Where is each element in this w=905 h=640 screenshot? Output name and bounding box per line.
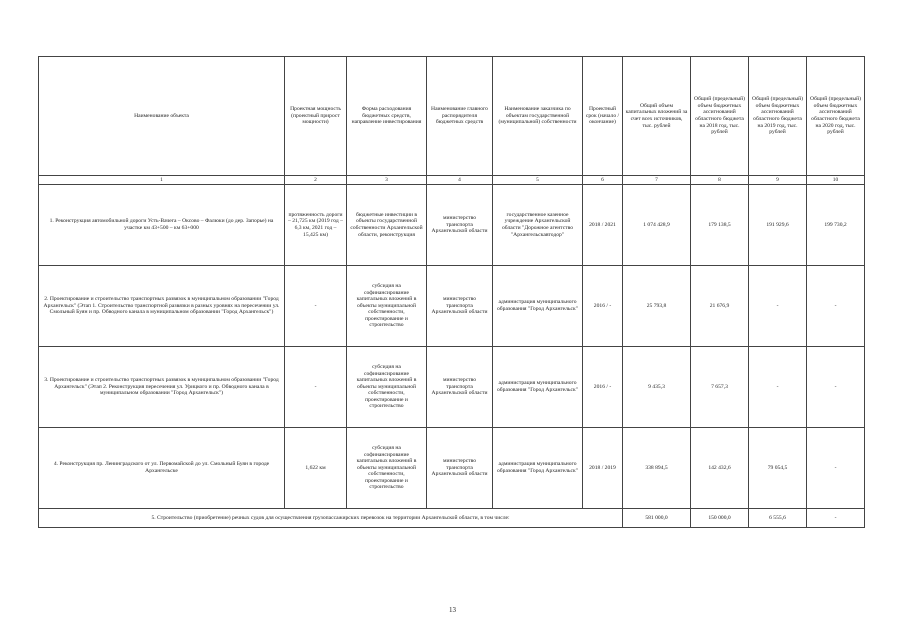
capacity-cell: -	[285, 266, 347, 347]
header-budget-2020: Общий (предельный) объем бюджетных ассигнований областного бюджета на 2020 год, тыс. рублей	[807, 57, 865, 176]
spending-form-cell: бюджетные инвестиции в объекты государственной собственности Архангельской области, реконструкция	[347, 185, 427, 266]
column-number: 10	[807, 176, 865, 185]
budget-manager-cell: министерство транспорта Архангельской области	[427, 266, 493, 347]
column-number-row	[39, 176, 865, 185]
total-investment-cell: 9 435,3	[623, 347, 691, 428]
object-name-cell: 4. Реконструкция пр. Ленинградского от ул. Первомайской до ул. Смольный Буян в городе Архангельске	[39, 428, 285, 509]
column-number: 7	[623, 176, 691, 185]
budget-2019-cell: 79 054,5	[749, 428, 807, 509]
budget-manager-cell: министерство транспорта Архангельской области	[427, 428, 493, 509]
table-row	[39, 347, 865, 428]
capacity-cell: протяженность дороги – 21,725 км (2019 год – 6,3 км, 2021 год – 15,425 км)	[285, 185, 347, 266]
customer-cell: администрация муниципального образования "Город Архангельск"	[493, 266, 583, 347]
object-name-cell: 5. Строительство (приобретение) речных судов для осуществления грузопассажирских перевозок на территории Архангельской области, в том числе:	[39, 509, 623, 528]
total-investment-cell: 581 000,0	[623, 509, 691, 528]
customer-cell: администрация муниципального образования "Город Архангельск"	[493, 428, 583, 509]
total-investment-cell: 338 894,5	[623, 428, 691, 509]
budget-manager-cell: министерство транспорта Архангельской области	[427, 185, 493, 266]
document-page	[38, 56, 864, 528]
budget-2019-cell: 6 555,6	[749, 509, 807, 528]
term-cell: 2018 / 2019	[583, 428, 623, 509]
column-number: 3	[347, 176, 427, 185]
header-capacity: Проектная мощность (проектный прирост мощности)	[285, 57, 347, 176]
column-number: 9	[749, 176, 807, 185]
customer-cell: государственное казенное учреждение Архангельской области "Дорожное агентство "Архангельскавтодор"	[493, 185, 583, 266]
header-budget-manager: Наименование главного распорядителя бюджетных средств	[427, 57, 493, 176]
column-number: 8	[691, 176, 749, 185]
column-number: 2	[285, 176, 347, 185]
investment-table	[38, 56, 865, 528]
column-number: 5	[493, 176, 583, 185]
term-cell: 2018 / 2021	[583, 185, 623, 266]
budget-2020-cell: -	[807, 266, 865, 347]
header-spending-form: Форма расходования бюджетных средств, направление инвестирования	[347, 57, 427, 176]
header-budget-2019: Общий (предельный) объем бюджетных ассигнований областного бюджета на 2019 год, тыс. рублей	[749, 57, 807, 176]
budget-2018-cell: 179 138,5	[691, 185, 749, 266]
spending-form-cell: субсидия на софинансирование капитальных вложений в объекты муниципальной собственности, проектирование и строительство	[347, 428, 427, 509]
header-object-name: Наименование объекта	[39, 57, 285, 176]
spending-form-cell: субсидия на софинансирование капитальных вложений в объекты муниципальной собственности, проектирование и строительство	[347, 266, 427, 347]
customer-cell: администрация муниципального образования "Город Архангельск"	[493, 347, 583, 428]
page-number: 13	[449, 606, 456, 614]
column-number: 4	[427, 176, 493, 185]
total-investment-cell: 25 793,8	[623, 266, 691, 347]
budget-2018-cell: 7 657,3	[691, 347, 749, 428]
total-investment-cell: 1 074 428,9	[623, 185, 691, 266]
budget-2020-cell: -	[807, 509, 865, 528]
budget-2018-cell: 150 000,0	[691, 509, 749, 528]
budget-2019-cell: 191 929,6	[749, 185, 807, 266]
header-row	[39, 57, 865, 176]
budget-2018-cell: 21 676,9	[691, 266, 749, 347]
budget-manager-cell: министерство транспорта Архангельской области	[427, 347, 493, 428]
budget-2020-cell: -	[807, 347, 865, 428]
budget-2020-cell: 199 730,2	[807, 185, 865, 266]
capacity-cell: 1,622 км	[285, 428, 347, 509]
table-row	[39, 428, 865, 509]
table-row-total	[39, 509, 865, 528]
column-number: 6	[583, 176, 623, 185]
header-term: Проектный срок (начало / окончание)	[583, 57, 623, 176]
header-customer: Наименование заказчика по объектам государственной (муниципальной) собственности	[493, 57, 583, 176]
object-name-cell: 2. Проектирование и строительство транспортных развязок в муниципальном образовании "Город Архангельск" (Этап 1. Строительство транспортной развязки в разных уровнях на пересечении ул. Смольный Буян и пр. Обводного канала в муниципальном образовании "Город Архангельск")	[39, 266, 285, 347]
object-name-cell: 1. Реконструкция автомобильной дороги Усть-Вачега – Оксово – Фалюки (до дер. Запорье) на участке км 43+500 – км 63+000	[39, 185, 285, 266]
header-total-investment: Общий объем капитальных вложений за счет всех источников, тыс. рублей	[623, 57, 691, 176]
table-row	[39, 185, 865, 266]
budget-2019-cell: -	[749, 266, 807, 347]
column-number: 1	[39, 176, 285, 185]
budget-2018-cell: 142 432,6	[691, 428, 749, 509]
budget-2020-cell: -	[807, 428, 865, 509]
object-name-cell: 3. Проектирование и строительство транспортных развязок в муниципальном образовании "Город Архангельск" (Этап 2. Реконструкция пересечения ул. Урицкого и пр. Обводного канала в муниципальном образовании "Город Архангельск")	[39, 347, 285, 428]
spending-form-cell: субсидия на софинансирование капитальных вложений в объекты муниципальной собственности, проектирование и строительство	[347, 347, 427, 428]
term-cell: 2016 / -	[583, 347, 623, 428]
header-budget-2018: Общий (предельный) объем бюджетных ассигнований областного бюджета на 2018 год, тыс. рублей	[691, 57, 749, 176]
term-cell: 2016 / -	[583, 266, 623, 347]
budget-2019-cell: -	[749, 347, 807, 428]
capacity-cell: -	[285, 347, 347, 428]
table-row	[39, 266, 865, 347]
